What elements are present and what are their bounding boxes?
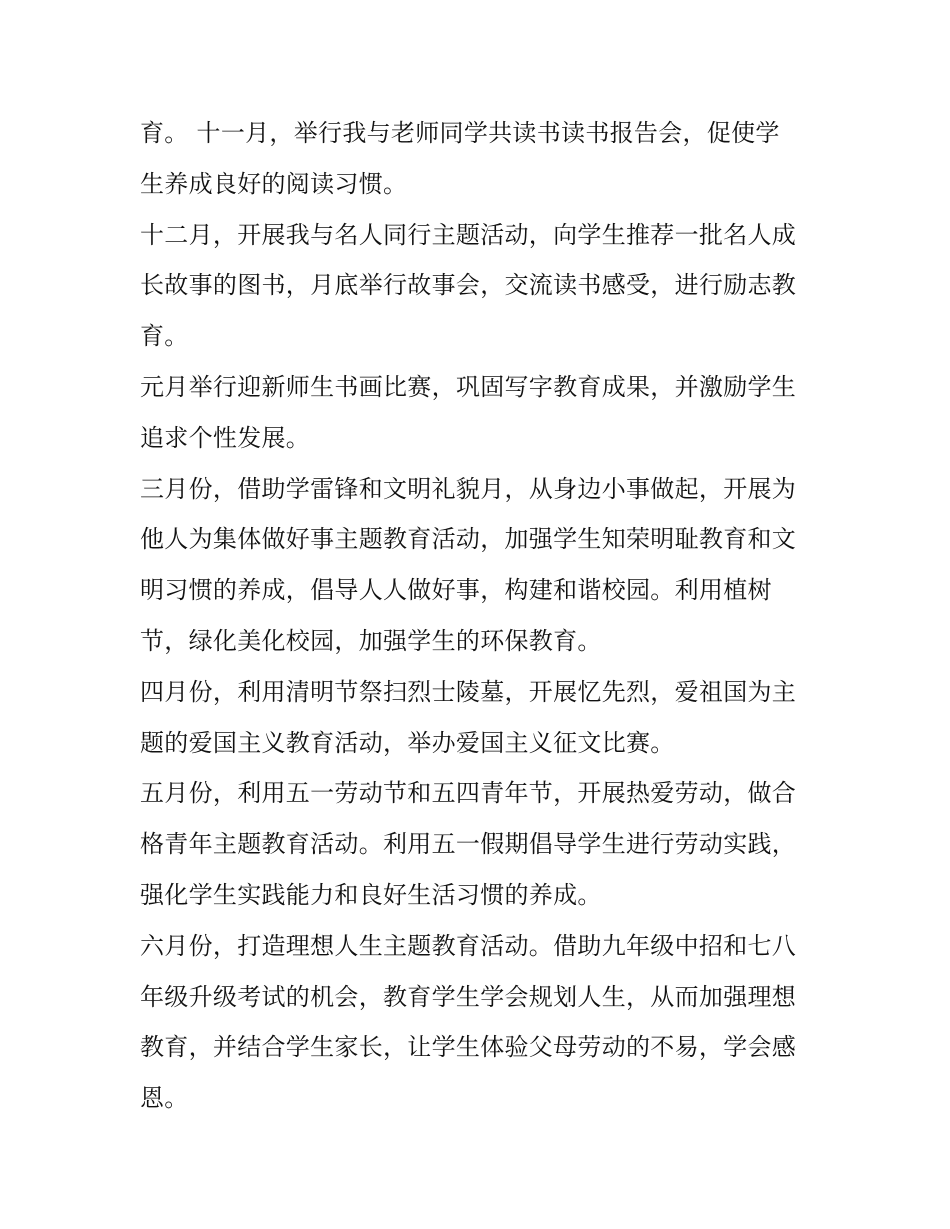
text-line-7: 追求个性发展。 [140, 423, 311, 452]
text-line-19: 教育，并结合学生家长，让学生体验父母劳动的不易，学会感 [140, 1033, 797, 1062]
text-line-6: 元月举行迎新师生书画比赛，巩固写字教育成果，并激励学生 [140, 372, 797, 401]
text-line-13: 题的爱国主义教育活动，举办爱国主义征文比赛。 [140, 728, 675, 757]
text-line-16: 强化学生实践能力和良好生活习惯的养成。 [140, 880, 602, 909]
text-line-1: 育。 十一月，举行我与老师同学共读书读书报告会，促使学 [140, 119, 780, 147]
text-line-15: 格青年主题教育活动。利用五一假期倡导学生进行劳动实践， [140, 830, 797, 859]
text-line-2: 生养成良好的阅读习惯。 [140, 169, 408, 198]
document-body [140, 108, 820, 1124]
text-line-3: 十二月，开展我与名人同行主题活动，向学生推荐一批名人成 [140, 220, 797, 249]
text-line-12: 四月份，利用清明节祭扫烈士陵墓，开展忆先烈，爱祖国为主 [140, 677, 797, 706]
text-line-10: 明习惯的养成，倡导人人做好事，构建和谐校园。利用植树 [140, 576, 772, 605]
text-line-18: 年级升级考试的机会，教育学生学会规划人生，从而加强理想 [140, 982, 797, 1011]
text-line-14: 五月份，利用五一劳动节和五四青年节，开展热爱劳动，做合 [140, 779, 797, 808]
text-line-20: 恩。 [140, 1084, 189, 1113]
text-line-5: 育。 [140, 322, 189, 351]
text-line-4: 长故事的图书，月底举行故事会，交流读书感受，进行励志教 [140, 271, 797, 300]
text-line-17: 六月份，打造理想人生主题教育活动。借助九年级中招和七八 [140, 931, 797, 960]
text-line-8: 三月份，借助学雷锋和文明礼貌月，从身边小事做起，开展为 [140, 474, 797, 503]
text-line-11: 节，绿化美化校园，加强学生的环保教育。 [140, 626, 602, 655]
text-line-9: 他人为集体做好事主题教育活动，加强学生知荣明耻教育和文 [140, 525, 797, 554]
